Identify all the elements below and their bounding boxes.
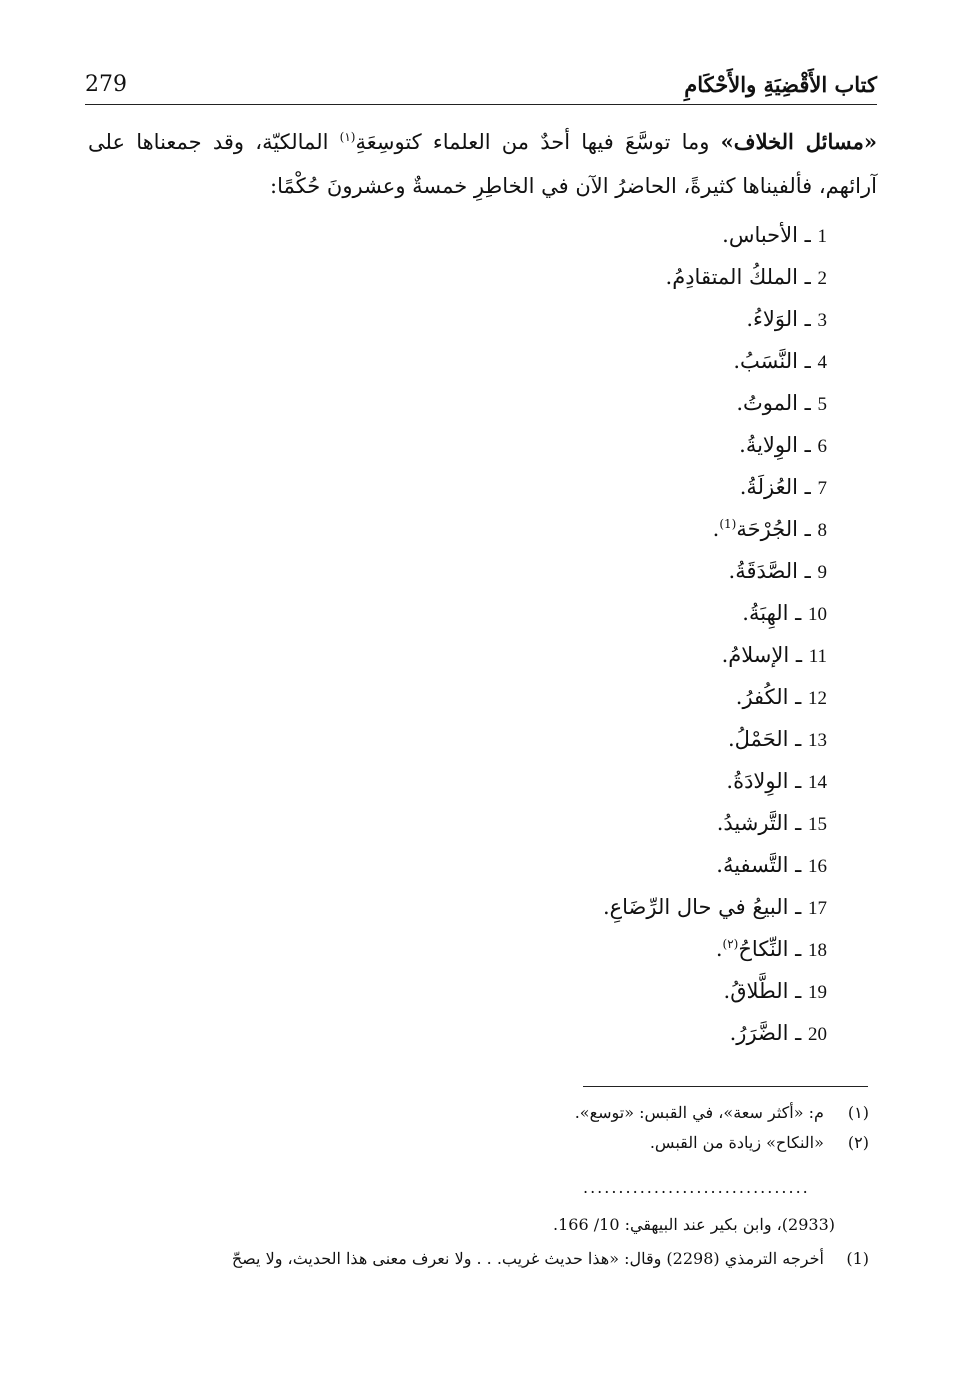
running-title: كتاب الأَقْضِيَةِ والأَحْكَامِ bbox=[684, 72, 877, 97]
list-item bbox=[427, 214, 827, 256]
list-item bbox=[427, 340, 827, 382]
item-number: 19 bbox=[808, 982, 827, 1003]
list-item bbox=[427, 802, 827, 844]
item-tail: . bbox=[712, 517, 720, 541]
list-item bbox=[427, 760, 827, 802]
intro-paragraph bbox=[88, 120, 877, 208]
item-text: ـ العُزلَةُ. bbox=[739, 475, 811, 499]
item-text: ـ الوِلادَةُ. bbox=[726, 769, 802, 793]
item-number: 17 bbox=[808, 898, 827, 919]
list-item bbox=[427, 592, 827, 634]
item-text: ـ الوِلايةُ. bbox=[739, 433, 811, 457]
item-number: 4 bbox=[817, 352, 827, 373]
footnote-ref: (١) bbox=[339, 130, 356, 144]
item-text: ـ الأحباس. bbox=[722, 223, 811, 247]
footnote-rule bbox=[583, 1086, 868, 1087]
item-text: ـ الوَلاءُ. bbox=[746, 307, 811, 331]
item-text: ـ البيعُ في حال الرِّضَاعِ. bbox=[602, 895, 802, 919]
list-item bbox=[427, 1012, 827, 1054]
footnote-ref: (1) bbox=[719, 517, 737, 531]
list-item bbox=[427, 676, 827, 718]
footnote-item bbox=[300, 1098, 869, 1128]
item-number: 14 bbox=[808, 772, 827, 793]
rulings-list bbox=[427, 214, 827, 1054]
list-item bbox=[427, 886, 827, 928]
item-text: ـ الحَمْلُ. bbox=[727, 727, 802, 751]
item-text: ـ الموتُ. bbox=[736, 391, 811, 415]
item-text: ـ الصَّدَقَةُ. bbox=[728, 559, 811, 583]
separator-dots: ................................ bbox=[583, 1178, 810, 1197]
item-text: ـ الطَّلاقُ. bbox=[723, 979, 802, 1003]
footnote-number: (٢) bbox=[847, 1133, 869, 1152]
list-item bbox=[427, 970, 827, 1012]
intro-text-1: وما توسَّعَ فيها أحدٌ من العلماء كتوسِعَةِ bbox=[355, 130, 710, 154]
page-header bbox=[85, 72, 877, 104]
item-text: ـ الإسلامُ. bbox=[721, 643, 803, 667]
continued-footnote-line bbox=[88, 1242, 869, 1276]
item-text: ـ التَّرشيدُ. bbox=[716, 811, 802, 835]
list-item bbox=[427, 718, 827, 760]
item-number: 7 bbox=[817, 478, 827, 499]
item-number: 11 bbox=[808, 646, 827, 667]
list-item bbox=[427, 466, 827, 508]
item-number: 2 bbox=[817, 268, 827, 289]
continued-footnote bbox=[88, 1208, 869, 1276]
item-text: ـ الجُرْحَة bbox=[736, 517, 811, 541]
intro-text-2: المالكيّة، وقد جمعناها على آرائهم، فألفيناها كثيرةً، الحاضرُ الآن في الخاطِرِ خمسةٌ وعشرونَ حُكْمًا: bbox=[88, 130, 877, 198]
item-number: 6 bbox=[817, 436, 827, 457]
item-number: 10 bbox=[808, 604, 827, 625]
item-number: 1 bbox=[817, 226, 827, 247]
list-item bbox=[427, 298, 827, 340]
item-number: 15 bbox=[808, 814, 827, 835]
item-tail: . bbox=[715, 937, 723, 961]
footnote-text: أخرجه الترمذي (2298) وقال: «هذا حديث غريب. . . ولا نعرف معنى هذا الحديث، ولا يصحّ bbox=[231, 1249, 824, 1268]
page-number: 279 bbox=[85, 72, 127, 97]
list-item bbox=[427, 844, 827, 886]
footnote-number: (1) bbox=[846, 1249, 869, 1268]
footnote-item bbox=[300, 1128, 869, 1158]
footnote-text: م: «أكثر سعة»، في القبس: «توسع». bbox=[574, 1103, 824, 1122]
item-number: 13 bbox=[808, 730, 827, 751]
item-text: ـ الهِبَةُ. bbox=[742, 601, 802, 625]
item-text: ـ التَّسفيهُ. bbox=[716, 853, 802, 877]
list-item bbox=[427, 382, 827, 424]
item-number: 5 bbox=[817, 394, 827, 415]
list-item bbox=[427, 424, 827, 466]
item-text: ـ الملكُ المتقادِمُ. bbox=[665, 265, 811, 289]
item-text: ـ النَّسَبُ. bbox=[733, 349, 811, 373]
item-number: 20 bbox=[808, 1024, 827, 1045]
intro-lead: «مسائل الخلاف» bbox=[720, 129, 877, 154]
item-number: 12 bbox=[808, 688, 827, 709]
item-number: 3 bbox=[817, 310, 827, 331]
header-rule bbox=[85, 104, 877, 105]
item-number: 18 bbox=[808, 940, 827, 961]
item-number: 8 bbox=[817, 520, 827, 541]
list-item bbox=[427, 508, 827, 550]
footnote-text: «النكاح» زيادة من القبس. bbox=[649, 1133, 824, 1152]
footnotes bbox=[300, 1098, 869, 1158]
list-item bbox=[427, 634, 827, 676]
item-text: ـ الكُفرُ. bbox=[735, 685, 802, 709]
footnote-ref: (٢) bbox=[722, 937, 739, 951]
item-text: ـ النِّكاحُ bbox=[738, 937, 802, 961]
list-item bbox=[427, 928, 827, 970]
item-number: 16 bbox=[808, 856, 827, 877]
item-text: ـ الضَّرَرُ. bbox=[729, 1021, 802, 1045]
list-item bbox=[427, 256, 827, 298]
continued-footnote-line: (2933)، وابن بكير عند البيهقي: 10/ 166. bbox=[553, 1215, 835, 1234]
list-item bbox=[427, 550, 827, 592]
item-number: 9 bbox=[817, 562, 827, 583]
footnote-number: (١) bbox=[847, 1103, 869, 1122]
